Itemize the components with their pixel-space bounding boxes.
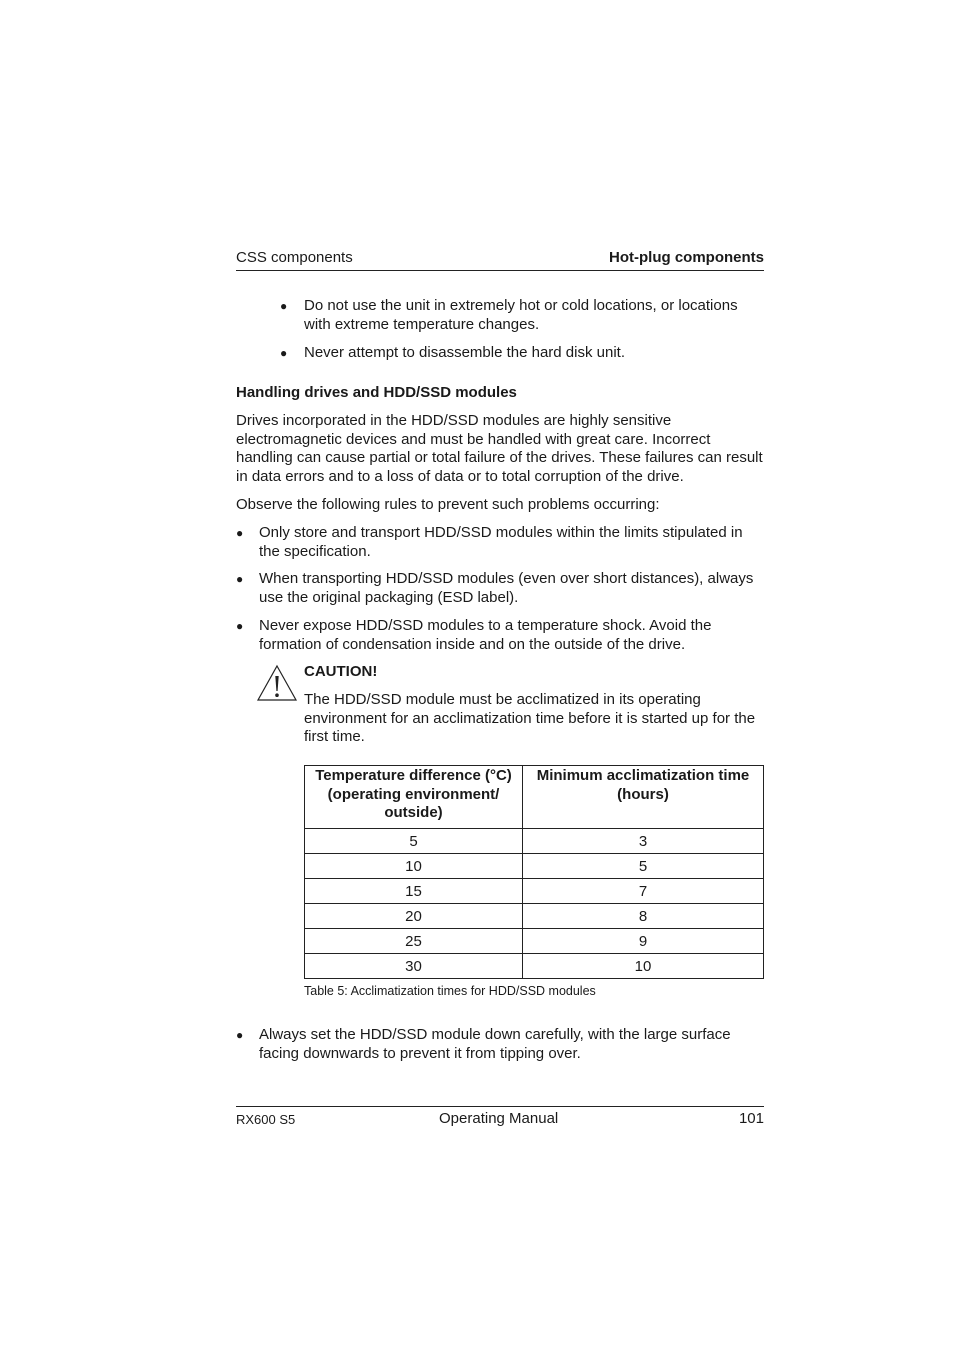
table-cell: 30 <box>305 954 523 979</box>
bullet-icon: ● <box>280 346 288 360</box>
footer-product: RX600 S5 <box>236 1112 296 1127</box>
table-caption: Table 5: Acclimatization times for HDD/SSD modules <box>304 984 596 998</box>
page-footer <box>236 1106 764 1127</box>
column-header-time: Minimum acclimatization time (hours) <box>523 766 764 829</box>
table-cell: 15 <box>305 879 523 904</box>
bullet-icon: ● <box>280 299 288 313</box>
list-item-text: When transporting HDD/SSD modules (even over short distances), always use the original packaging (ESD label). <box>259 570 754 606</box>
table-cell: 5 <box>305 829 523 854</box>
table-cell: 7 <box>523 879 764 904</box>
list-item-text: Only store and transport HDD/SSD modules within the limits stipulated in the specification. <box>259 524 743 560</box>
table-cell: 10 <box>305 854 523 879</box>
bullet-icon: ● <box>236 619 244 633</box>
table-row <box>305 829 764 854</box>
section-heading: Handling drives and HDD/SSD modules <box>236 384 517 401</box>
list-item-text: Never expose HDD/SSD modules to a temperature shock. Avoid the formation of condensation inside and on the outside of the drive. <box>259 617 712 653</box>
header-section: Hot-plug components <box>609 249 764 266</box>
list-item-text: Never attempt to disassemble the hard disk unit. <box>304 344 625 361</box>
table-row <box>305 879 764 904</box>
table-header-row <box>305 766 764 829</box>
page-header <box>236 248 764 271</box>
caution-triangle-icon <box>256 664 298 702</box>
body-paragraph: Observe the following rules to prevent such problems occurring: <box>236 496 660 513</box>
table-row <box>305 904 764 929</box>
table-cell: 9 <box>523 929 764 954</box>
caution-title: CAUTION! <box>304 663 378 680</box>
bullet-icon: ● <box>236 1028 244 1042</box>
table-cell: 10 <box>523 954 764 979</box>
acclimatization-table <box>304 765 764 979</box>
caution-text: The HDD/SSD module must be acclimatized in its operating environment for an acclimatization time before it is started up for the first time. <box>304 691 756 746</box>
table-cell: 8 <box>523 904 764 929</box>
column-header-temperature: Temperature difference (°C) (operating environment/ outside) <box>305 766 523 829</box>
list-item-text: Always set the HDD/SSD module down carefully, with the large surface facing downwards to prevent it from tipping over. <box>259 1026 731 1062</box>
table-row <box>305 854 764 879</box>
header-chapter: CSS components <box>236 249 353 266</box>
list-item-text: Do not use the unit in extremely hot or cold locations, or locations with extreme temperature changes. <box>304 297 738 333</box>
table-row <box>305 954 764 979</box>
table-row <box>305 929 764 954</box>
page-number: 101 <box>738 1110 764 1127</box>
table-cell: 20 <box>305 904 523 929</box>
table-cell: 5 <box>523 854 764 879</box>
table-cell: 25 <box>305 929 523 954</box>
bullet-icon: ● <box>236 572 244 586</box>
document-page <box>236 0 764 1351</box>
body-paragraph: Drives incorporated in the HDD/SSD modules are highly sensitive electromagnetic devices and must be handled with great care. Incorrect handling can cause partial or total failure of the drives. These failures can result in data errors and to a loss of data or to total corruption of the drive. <box>236 412 763 485</box>
bullet-icon: ● <box>236 526 244 540</box>
footer-manual-title: Operating Manual <box>439 1110 559 1127</box>
table-cell: 3 <box>523 829 764 854</box>
